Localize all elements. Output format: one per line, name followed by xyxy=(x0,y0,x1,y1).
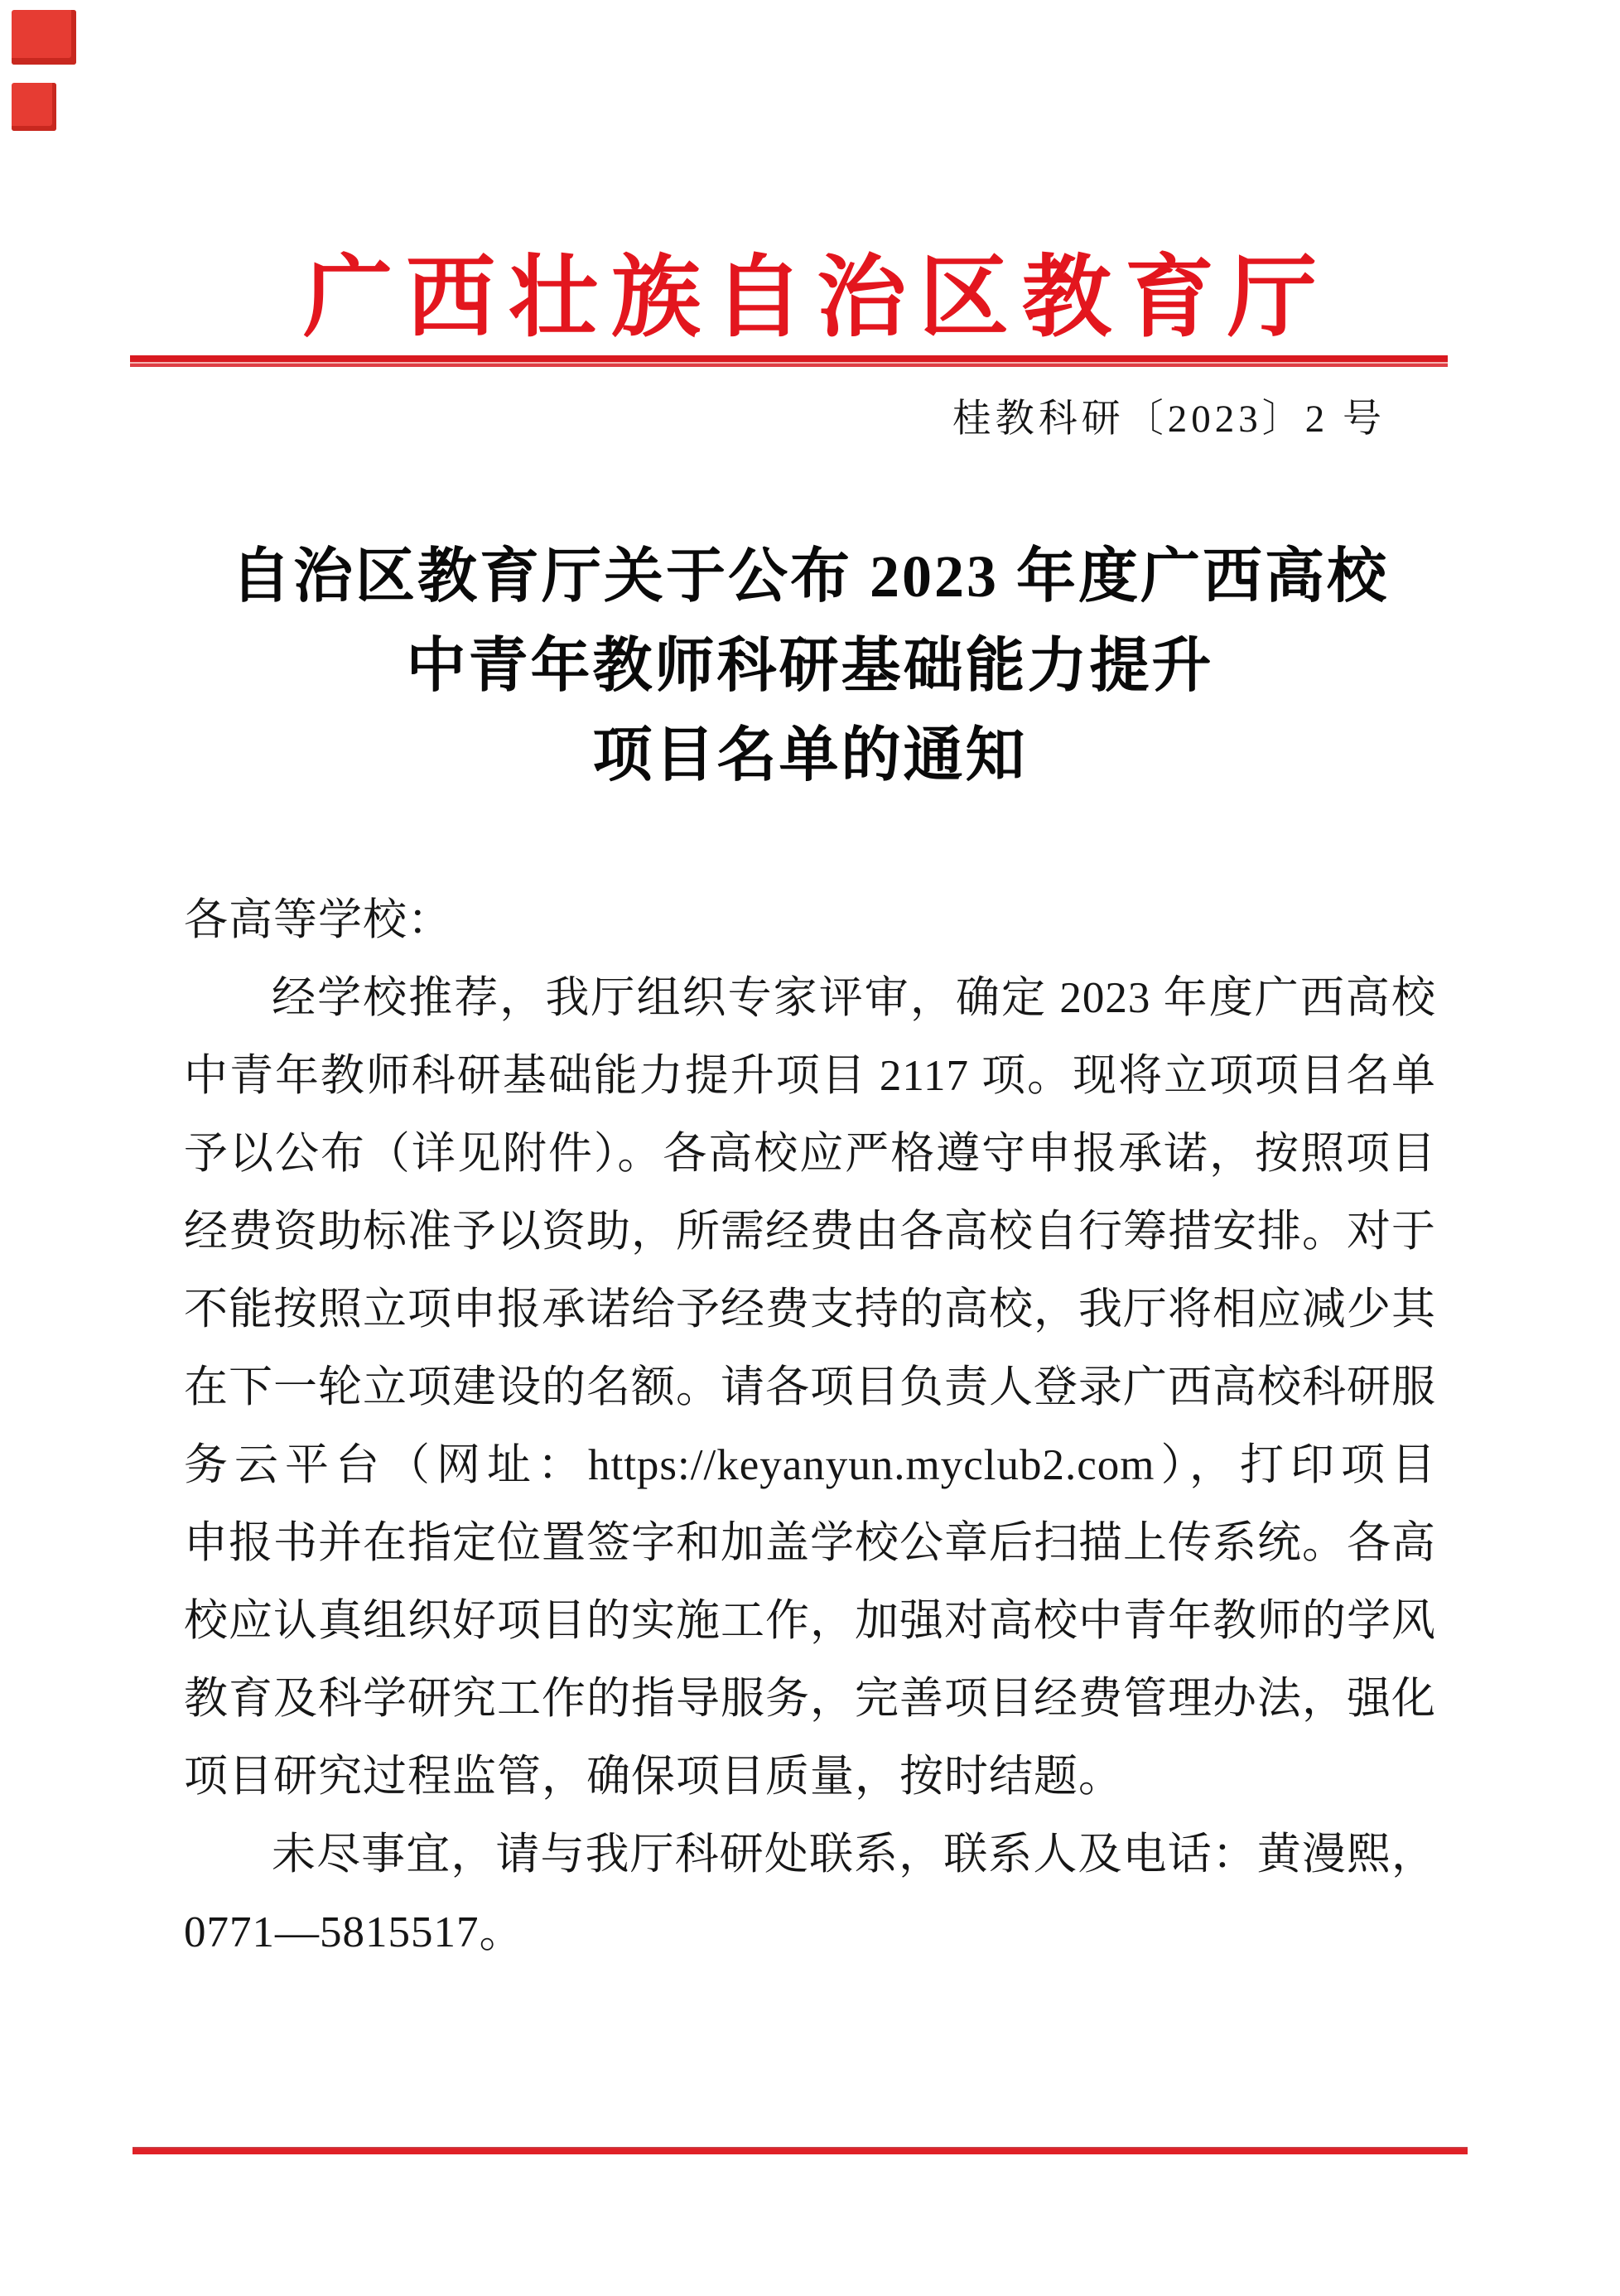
scan-artifact-mark-bottom xyxy=(12,83,56,131)
body-text-line: 未尽事宜，请与我厅科研处联系，联系人及电话：黄漫熙， xyxy=(272,1831,1436,1879)
agency-letterhead-title: 广西壮族自治区教育厅 xyxy=(302,249,1330,348)
notice-title-line: 自治区教育厅关于公布 2023 年度广西高校 xyxy=(230,543,1389,610)
notice-title-line: 中青年教师科研基础能力提升 xyxy=(406,633,1214,699)
body-text-line: 在下一轮立项建设的名额。请各项目负责人登录广西高校科研服 xyxy=(184,1363,1436,1411)
body-text-line: 项目研究过程监管，确保项目质量，按时结题。 xyxy=(184,1753,1123,1801)
body-text-line: 务云平台（网址：https://keyanyun.myclub2.com），打印项目 xyxy=(184,1441,1436,1489)
body-text-line: 各高等学校： xyxy=(184,896,452,944)
body-text-line: 0771—5815517。 xyxy=(184,1908,524,1956)
body-text-line: 中青年教师科研基础能力提升项目 2117 项。现将立项项目名单 xyxy=(184,1052,1436,1100)
letterhead-divider xyxy=(130,355,1448,367)
body-text-line: 予以公布（详见附件）。各高校应严格遵守申报承诺，按照项目 xyxy=(184,1130,1436,1178)
notice-title-line: 项目名单的通知 xyxy=(592,722,1028,789)
body-text-line: 校应认真组织好项目的实施工作，加强对高校中青年教师的学风 xyxy=(184,1597,1436,1645)
footer-divider xyxy=(133,2147,1468,2154)
body-text-line: 申报书并在指定位置签字和加盖学校公章后扫描上传系统。各高 xyxy=(184,1519,1436,1567)
body-text-line: 教育及科学研究工作的指导服务，完善项目经费管理办法，强化 xyxy=(184,1675,1436,1723)
body-text-line: 经费资助标准予以资助，所需经费由各高校自行筹措安排。对于 xyxy=(184,1208,1436,1256)
body-text-line: 不能按照立项申报承诺给予经费支持的高校，我厅将相应减少其 xyxy=(184,1285,1436,1334)
scan-artifact-mark-top xyxy=(12,10,76,65)
notice-title xyxy=(0,532,1620,800)
doc-reference-number: 桂教科研〔2023〕2 号 xyxy=(952,398,1386,441)
body-text-line: 经学校推荐，我厅组织专家评审，确定 2023 年度广西高校 xyxy=(272,974,1436,1022)
notice-body xyxy=(184,881,1436,1971)
